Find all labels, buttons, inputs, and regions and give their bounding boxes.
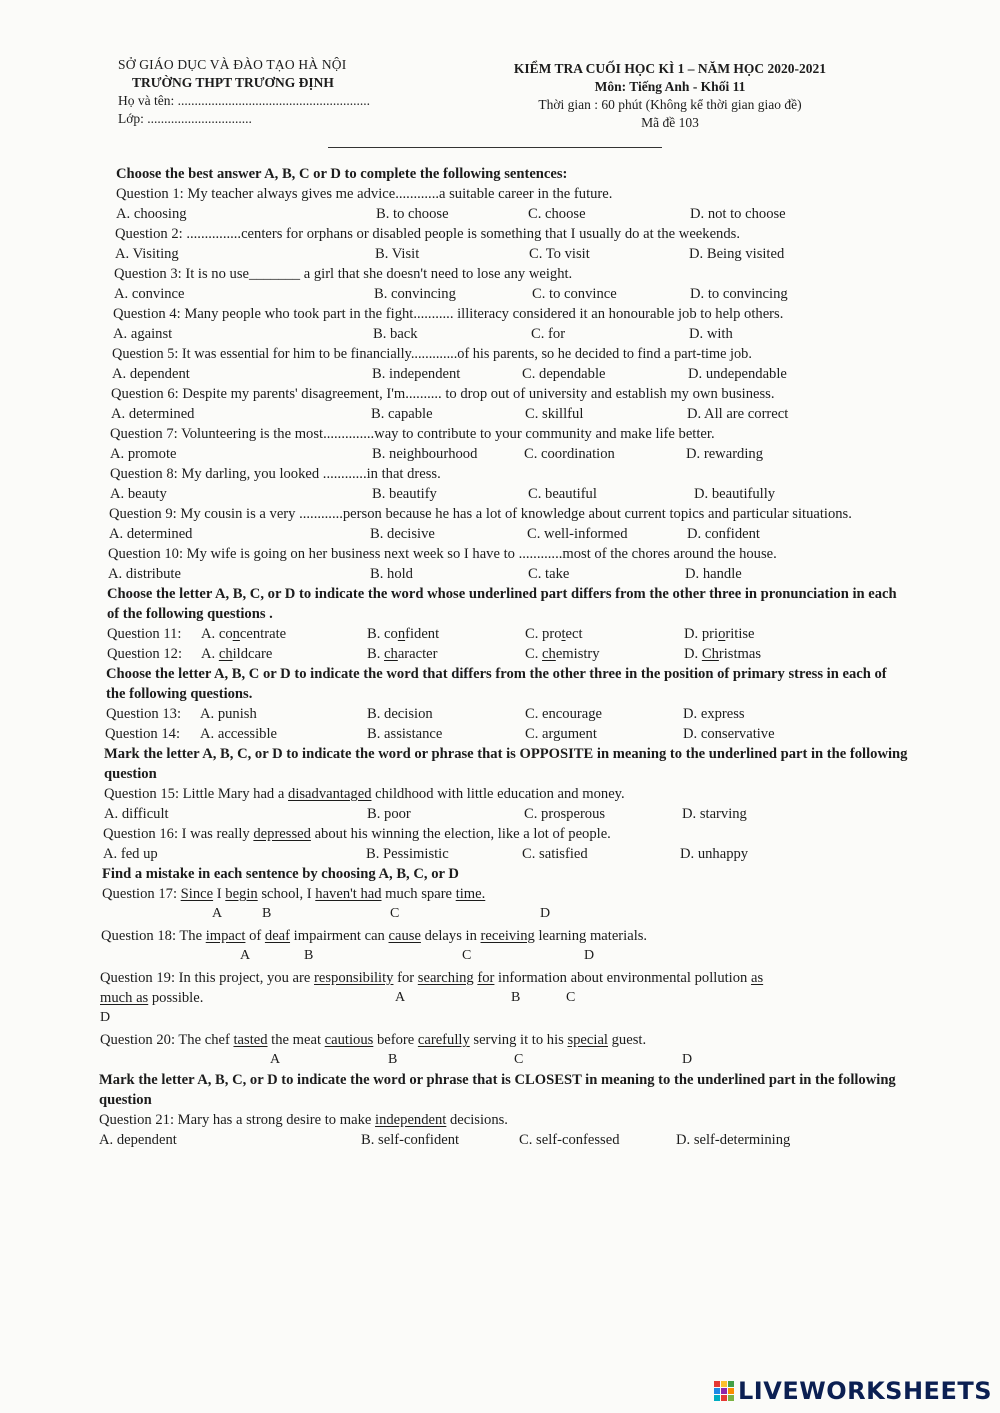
exam-code: Mã đề 103 (641, 115, 699, 130)
question-15 (104, 784, 1000, 804)
option-b[interactable]: B. neighbourhood (372, 446, 478, 462)
question-text: learning materials. (534, 928, 648, 944)
question-text: about his winning the election, like a lot of people. (310, 826, 611, 842)
question-text: Question 18: The (101, 928, 206, 944)
option-d[interactable]: D. handle (685, 566, 742, 582)
question-text: school, I (257, 886, 316, 902)
option-b[interactable]: B. Visit (375, 246, 420, 262)
letter-c: C (390, 906, 400, 921)
underlined-part-c[interactable]: cause (388, 928, 421, 944)
department-name: SỞ GIÁO DỤC VÀ ĐÀO TẠO HÀ NỘI (118, 57, 347, 72)
option-a[interactable] (201, 624, 286, 644)
letter-c: C (462, 948, 472, 963)
question-text: Question 17: (102, 886, 181, 902)
option-d[interactable]: D. undependable (688, 366, 787, 382)
question-7: Question 7: Volunteering is the most..............way to contribute to your community and make life better. (110, 426, 715, 442)
exam-content (0, 164, 1000, 1150)
section-heading-1: Choose the best answer A, B, C or D to complete the following sentences: (116, 166, 568, 182)
options-2 (115, 244, 1000, 264)
option-d[interactable] (684, 624, 755, 644)
option-d[interactable]: D. self-determining (676, 1132, 791, 1148)
underlined-part-d[interactable]: special (567, 1032, 608, 1048)
letter-d: D (584, 948, 595, 963)
options-5 (112, 364, 1000, 384)
answer-letters-20 (100, 1050, 1000, 1068)
options-21 (99, 1130, 1000, 1150)
option-a[interactable]: A. dependent (99, 1132, 177, 1148)
underlined-part-b[interactable]: searching (417, 970, 474, 986)
option-d[interactable]: D. Being visited (689, 246, 785, 262)
question-12 (107, 644, 1000, 664)
question-3: Question 3: It is no use_______ a girl that she doesn't need to lose any weight. (114, 266, 573, 282)
option-text: A. (201, 646, 219, 662)
brand-live: LIVE (738, 1377, 800, 1405)
letter-a: A (240, 948, 251, 963)
underlined-part: n (397, 626, 406, 642)
option-d[interactable]: D. All are correct (687, 406, 789, 422)
options-4 (113, 324, 1000, 344)
option-a[interactable]: A. determined (109, 526, 193, 542)
option-a[interactable]: A. against (113, 326, 173, 342)
option-text: A. co (201, 626, 233, 642)
underlined-part-d[interactable]: much as (100, 990, 149, 1006)
brand-worksheets: WORKSHEETS (799, 1377, 992, 1405)
option-d[interactable]: D. conservative (683, 726, 775, 742)
option-a[interactable] (201, 644, 272, 664)
option-text: centrate (239, 626, 287, 642)
question-14 (105, 724, 1000, 744)
option-c[interactable]: C. beautiful (528, 486, 597, 502)
options-8 (110, 484, 1000, 504)
school-name: TRƯỜNG THPT TRƯƠNG ĐỊNH (132, 75, 334, 90)
option-b[interactable]: B. self-confident (361, 1132, 460, 1148)
option-a[interactable]: A. distribute (108, 566, 181, 582)
option-a[interactable]: A. accessible (200, 726, 277, 742)
liveworksheets-wordmark (738, 1377, 992, 1405)
question-text: much spare (381, 886, 456, 902)
option-a[interactable]: A. choosing (116, 206, 187, 222)
option-a[interactable]: A. dependent (112, 366, 190, 382)
question-1: Question 1: My teacher always gives me advice............a suitable career in the future. (116, 186, 613, 202)
question-text: of (245, 928, 265, 944)
options-1 (116, 204, 1000, 224)
option-text: ritise (725, 626, 755, 642)
underlined-part-a[interactable]: impact (205, 928, 246, 944)
underlined-part-d[interactable]: time. (455, 886, 486, 902)
option-d[interactable]: D. to convincing (690, 286, 788, 302)
question-13-label: Question 13: (106, 706, 181, 722)
question-text: childhood with little education and money. (371, 786, 625, 802)
option-c[interactable]: C. to convince (532, 286, 617, 302)
option-a[interactable]: A. Visiting (115, 246, 179, 262)
section-heading-4: Mark the letter A, B, C, or D to indicate the word or phrase that is OPPOSITE in meaning to the underlined part in the following question (104, 746, 908, 782)
option-b[interactable]: B. Pessimistic (366, 846, 449, 862)
underlined-part: t (561, 626, 566, 642)
option-b[interactable]: B. back (373, 326, 418, 342)
options-16 (103, 844, 1000, 864)
question-text: impairment can (290, 928, 389, 944)
question-text: possible. (148, 990, 204, 1006)
letter-a: A (270, 1052, 281, 1067)
question-17 (102, 884, 1000, 904)
option-d[interactable]: D. beautifully (694, 486, 776, 502)
underlined-part-b[interactable]: cautious (324, 1032, 374, 1048)
option-d[interactable]: D. with (689, 326, 733, 342)
letter-c: C (514, 1052, 524, 1067)
options-7 (110, 444, 1000, 464)
question-text: information about environmental pollution (494, 970, 751, 986)
underlined-part: ch (542, 646, 556, 662)
underlined-part-c[interactable]: carefully (417, 1032, 470, 1048)
option-a[interactable]: A. fed up (103, 846, 158, 862)
option-a[interactable]: A. beauty (110, 486, 167, 502)
option-text: B. (367, 646, 385, 662)
question-8: Question 8: My darling, you looked ............in that dress. (110, 466, 441, 482)
option-c[interactable]: C. prosperous (524, 806, 606, 822)
underlined-part: n (232, 626, 240, 642)
question-2: Question 2: ...............centers for orphans or disabled people is something that I usually do at the weekends. (115, 226, 740, 242)
option-c[interactable]: C. choose (528, 206, 586, 222)
option-b[interactable]: B. decision (367, 706, 433, 722)
section-heading-5: Find a mistake in each sentence by choosing A, B, C, or D (102, 866, 459, 882)
question-text: Question 20: The chef (100, 1032, 234, 1048)
option-d[interactable]: D. unhappy (680, 846, 749, 862)
option-b[interactable] (367, 644, 438, 664)
letter-b: B (511, 990, 521, 1005)
question-19 (100, 968, 910, 988)
question-11-label: Question 11: (107, 626, 182, 642)
option-c[interactable]: C. satisfied (522, 846, 588, 862)
question-text: delays in (420, 928, 481, 944)
option-a[interactable]: A. difficult (104, 806, 169, 822)
option-b[interactable] (367, 624, 439, 644)
class-field: Lớp: ............................... (118, 111, 252, 126)
option-text: C. pro (525, 626, 562, 642)
question-13 (106, 704, 1000, 724)
section-heading-6: Mark the letter A, B, C, or D to indicate the word or phrase that is CLOSEST in meaning to the underlined part in the following question (99, 1072, 896, 1108)
option-text: ildcare (232, 646, 273, 662)
option-c[interactable]: C. argument (525, 726, 597, 742)
underlined-part: disadvantaged (288, 786, 372, 802)
options-10 (108, 564, 1000, 584)
question-text: Question 19: In this project, you are (100, 970, 314, 986)
options-9 (109, 524, 1000, 544)
letter-b: B (388, 1052, 398, 1067)
option-b[interactable]: B. poor (367, 806, 411, 822)
option-text: ect (565, 626, 583, 642)
option-d[interactable]: D. express (683, 706, 745, 722)
option-c[interactable]: C. coordination (524, 446, 615, 462)
underlined-part-a[interactable]: responsibility (314, 970, 394, 986)
letter-d: D (540, 906, 551, 921)
option-text: emistry (555, 646, 600, 662)
underlined-part-b[interactable]: deaf (264, 928, 291, 944)
option-b[interactable]: B. hold (370, 566, 413, 582)
option-text: C. (525, 646, 543, 662)
name-field: Họ và tên: ......................................................... (118, 93, 370, 108)
question-text: before (373, 1032, 418, 1048)
option-b[interactable]: B. decisive (370, 526, 435, 542)
liveworksheets-logo[interactable] (714, 1377, 992, 1405)
exam-title: KIỂM TRA CUỐI HỌC KÌ 1 – NĂM HỌC 2020-2021 (513, 61, 827, 76)
question-16 (103, 824, 1000, 844)
question-19-line-2 (100, 988, 1000, 1008)
liveworksheets-logo-icon (714, 1381, 734, 1401)
underlined-part-a[interactable]: tasted (233, 1032, 268, 1048)
question-5: Question 5: It was essential for him to be financially.............of his parents, so he decided to find a part-time job. (112, 346, 752, 362)
answer-letters-18 (101, 946, 1000, 964)
answer-letters-17 (102, 904, 1000, 922)
underlined-part-c[interactable]: for (477, 970, 495, 986)
option-text: D. pri (684, 626, 719, 642)
letter-a: A (212, 906, 223, 921)
option-b[interactable]: B. convincing (374, 286, 456, 302)
options-6 (111, 404, 1000, 424)
options-3 (114, 284, 1000, 304)
option-text: B. co (367, 626, 398, 642)
underlined-part: independent (375, 1112, 447, 1128)
letter-b: B (304, 948, 314, 963)
underlined-part-c[interactable]: haven't had (315, 886, 382, 902)
letter-a: A (395, 990, 406, 1005)
options-15 (104, 804, 1000, 824)
option-text: fident (405, 626, 440, 642)
option-b[interactable]: B. independent (372, 366, 461, 382)
question-18 (101, 926, 1000, 946)
option-d[interactable]: D. confident (687, 526, 760, 542)
option-text: D. (684, 646, 702, 662)
section-heading-2: Choose the letter A, B, C, or D to indicate the word whose underlined part differs from the other three in pronunciation in each of the following questions . (107, 586, 897, 622)
question-text: for (393, 970, 418, 986)
question-19-continuation (100, 988, 203, 1008)
letter-c: C (566, 990, 576, 1005)
underlined-part-b[interactable]: begin (225, 886, 258, 902)
exam-subject: Môn: Tiếng Anh - Khối 11 (594, 79, 746, 94)
question-text: decisions. (446, 1112, 508, 1128)
option-a[interactable]: A. promote (110, 446, 177, 462)
option-d[interactable]: D. rewarding (686, 446, 763, 462)
question-20 (100, 1030, 1000, 1050)
option-a[interactable]: A. convince (114, 286, 185, 302)
option-b[interactable]: B. beautify (372, 486, 437, 502)
option-c[interactable]: C. To visit (529, 246, 590, 262)
question-text: Question 15: Little Mary had a (104, 786, 289, 802)
underlined-part-d[interactable]: receiving (480, 928, 535, 944)
option-c[interactable]: C. self-confessed (519, 1132, 620, 1148)
header-divider (328, 147, 662, 148)
section-heading-3: Choose the letter A, B, C or D to indicate the word that differs from the other three in the position of primary stress in each of the following questions. (106, 666, 887, 702)
question-10: Question 10: My wife is going on her business next week so I have to ............most of the chores around the house. (108, 546, 777, 562)
underlined-part: ch (218, 646, 233, 662)
option-c[interactable]: C. skillful (525, 406, 584, 422)
underlined-part: o (718, 626, 726, 642)
header-right (470, 60, 870, 132)
option-c[interactable]: C. for (531, 326, 566, 342)
header-left (118, 56, 438, 128)
answer-letters-19 (100, 1008, 1000, 1026)
question-text: Question 16: I was really (103, 826, 254, 842)
question-text: serving it to his (469, 1032, 568, 1048)
question-text: guest. (607, 1032, 647, 1048)
option-c[interactable] (525, 624, 583, 644)
option-b[interactable]: B. capable (371, 406, 433, 422)
question-text: the meat (267, 1032, 325, 1048)
question-12-label: Question 12: (107, 646, 182, 662)
question-6: Question 6: Despite my parents' disagreement, I'm.......... to drop out of university and establish my own business. (111, 386, 775, 402)
option-d[interactable]: D. not to choose (690, 206, 786, 222)
question-11 (107, 624, 1000, 644)
option-a[interactable]: A. determined (111, 406, 195, 422)
question-4: Question 4: Many people who took part in the fight........... illiteracy considered it an honourable job to help others. (113, 306, 784, 322)
letter-d: D (682, 1052, 693, 1067)
option-b[interactable]: B. assistance (367, 726, 443, 742)
underlined-part-a[interactable]: Since (180, 886, 214, 902)
option-c[interactable]: C. take (528, 566, 570, 582)
option-c[interactable]: C. dependable (522, 366, 606, 382)
question-text: I (213, 886, 226, 902)
option-text: aracter (397, 646, 438, 662)
question-14-label: Question 14: (105, 726, 180, 742)
option-a[interactable]: A. punish (200, 706, 257, 722)
option-text: ristmas (718, 646, 762, 662)
underlined-part: Ch (701, 646, 719, 662)
option-b[interactable]: B. to choose (376, 206, 449, 222)
option-c[interactable] (525, 644, 600, 664)
option-d[interactable]: D. starving (682, 806, 747, 822)
option-c[interactable]: C. encourage (525, 706, 602, 722)
exam-time: Thời gian : 60 phút (Không kể thời gian giao đề) (538, 97, 802, 112)
underlined-part-d[interactable]: as (750, 970, 764, 986)
underlined-part: depressed (253, 826, 311, 842)
option-c[interactable]: C. well-informed (527, 526, 628, 542)
letter-d: D (100, 1010, 111, 1025)
question-9: Question 9: My cousin is a very ............person because he has a lot of knowledge about current topics and particular situations. (109, 506, 852, 522)
question-text: Question 21: Mary has a strong desire to make (99, 1112, 376, 1128)
option-d[interactable] (684, 644, 761, 664)
question-21 (99, 1110, 1000, 1130)
underlined-part: ch (384, 646, 398, 662)
letter-b: B (262, 906, 272, 921)
